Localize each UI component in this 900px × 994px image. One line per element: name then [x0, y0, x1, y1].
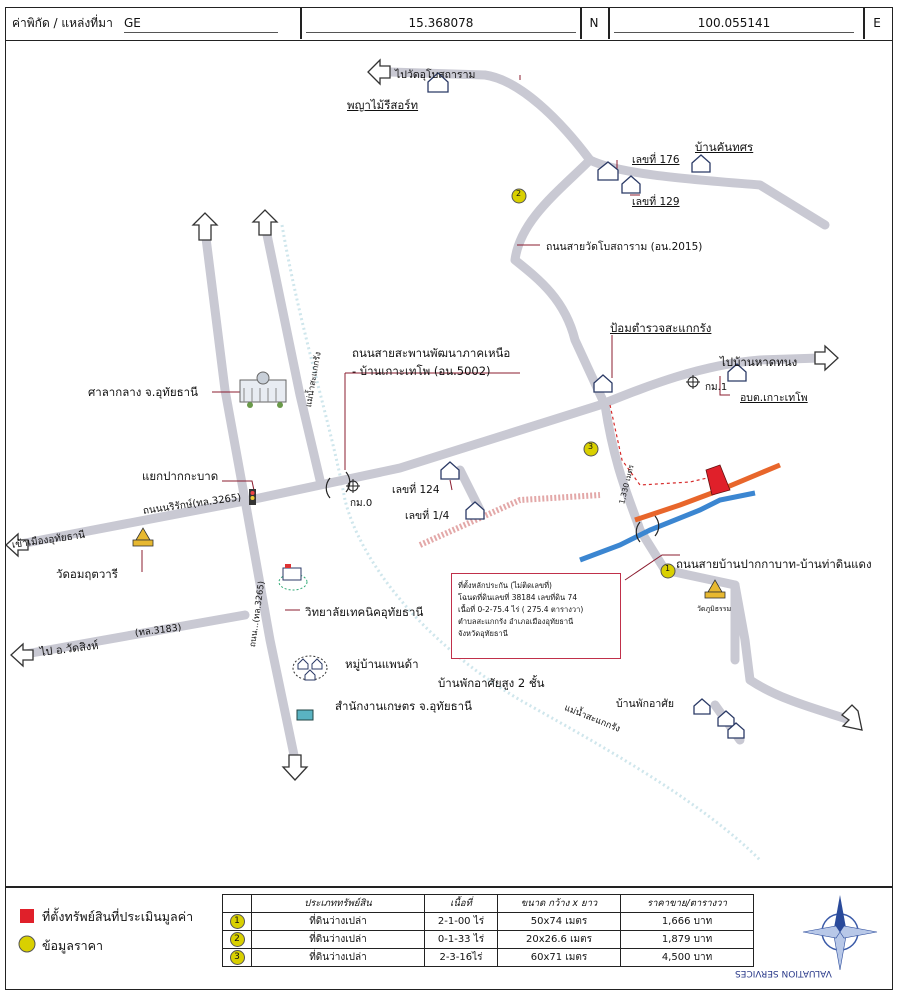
table-row	[223, 931, 754, 949]
legend-subject-swatch	[20, 909, 34, 923]
stamp-text: VALUATION SERVICES	[735, 968, 832, 978]
row-type: ที่ดินว่างเปล่า	[252, 949, 425, 967]
row-size: 20x26.6 เมตร	[498, 931, 621, 949]
property-line: โฉนดที่ดินเลขที่ 38184 เลขที่ดิน 74	[458, 593, 578, 602]
property-line: จังหวัดอุทัยธานี	[458, 629, 508, 638]
label-to-hat-thanong: ไปบ้านหาดทนง	[720, 355, 798, 369]
label-village: หมู่บ้านแพนด้า	[345, 657, 419, 671]
subject-parcel	[706, 465, 730, 495]
row-price: 1,666 บาท	[621, 913, 754, 931]
label-road-3265: ถนนนริรักษ์(ทล.3265)	[142, 492, 242, 517]
marker-3-label: 3	[588, 442, 594, 451]
header-area: เนื้อที่	[425, 895, 498, 913]
header-price: ราคาขาย/ตารางวา	[621, 895, 754, 913]
row-type: ที่ดินว่างเปล่า	[252, 931, 425, 949]
coord-label: ค่าพิกัด / แหล่งที่มา	[12, 16, 113, 30]
arrow-west-watsing	[11, 644, 33, 666]
traffic-light-icon	[249, 489, 256, 505]
marker-2-label: 2	[516, 189, 522, 198]
label-house-129: เลขที่ 129	[632, 196, 680, 208]
longitude-dir: E	[873, 16, 881, 30]
label-ban-khan: บ้านคันทศร	[695, 140, 754, 154]
price-table	[222, 894, 754, 967]
label-intersection: แยกปากกะบาด	[142, 469, 219, 483]
table-row	[223, 949, 754, 967]
label-college: วิทยาลัยเทคนิคอุทัยธานี	[305, 605, 424, 619]
label-agri-office: สำนักงานเกษตร จ.อุทัยธานี	[335, 699, 472, 713]
property-line: ที่ตั้งหลักประกัน (ไม่ติดเลขที่)	[458, 581, 552, 590]
label-road-pakkabat: ถนนสายบ้านปากกาบาท-บ้านท่าดินแดง	[676, 557, 872, 571]
marker-1-label: 1	[665, 564, 671, 573]
row-area: 2-1-00 ไร่	[425, 913, 498, 931]
label-river-top: แม่น้ำสะแกกรัง	[304, 351, 324, 409]
latitude-dir: N	[589, 16, 599, 30]
label-distance: 1,330 เมตร	[617, 463, 636, 505]
label-road-5002-b: - บ้านเกาะเทโพ (อน.5002)	[352, 364, 491, 378]
arrow-south	[283, 755, 307, 780]
agri-office-icon	[297, 710, 313, 720]
compass-rose-icon	[803, 895, 877, 970]
row-size: 50x74 เมตร	[498, 913, 621, 931]
row-number: 3	[230, 950, 245, 965]
header-size: ขนาด กว้าง x ยาว	[498, 895, 621, 913]
label-to-city: เข้าเมืองอุทัยธานี	[11, 529, 86, 551]
label-house-14: เลขที่ 1/4	[405, 510, 450, 522]
label-road-5002-a: ถนนสายสะพานพัฒนาภาคเหนือ	[352, 346, 511, 360]
label-to-temple: ไปวัดอุโบสถาราม	[395, 69, 476, 81]
label-road-vertical: ถนน...(ทล.3265)	[248, 580, 268, 648]
court-building-icon	[240, 372, 286, 408]
row-number: 1	[230, 914, 245, 929]
label-to-wat-sing: ไป อ.วัดสิงห์	[39, 638, 100, 659]
row-number: 2	[230, 932, 245, 947]
arrow-north-2	[253, 210, 277, 235]
row-size: 60x71 เมตร	[498, 949, 621, 967]
label-police: ป้อมตำรวจสะแกกรัง	[610, 321, 712, 335]
legend-subject-label: ที่ตั้งทรัพย์สินที่ประเมินมูลค่า	[42, 909, 194, 924]
row-area: 0-1-33 ไร่	[425, 931, 498, 949]
label-court: ศาลากลาง จ.อุทัยธานี	[88, 385, 198, 399]
label-residence: บ้านพักอาศัย	[616, 698, 675, 710]
house-124	[441, 462, 459, 479]
college-icon	[279, 564, 307, 590]
arrow-north-1	[193, 213, 217, 240]
label-house-124: เลขที่ 124	[392, 484, 440, 496]
property-line: ตำบลสะแกกรัง อำเภอเมืองอุทัยธานี	[458, 617, 574, 626]
label-apartment: บ้านพักอาศัยสูง 2 ชั้น	[438, 676, 545, 690]
house-residence	[694, 699, 710, 714]
longitude-value: 100.055141	[614, 14, 854, 33]
row-price: 4,500 บาท	[621, 949, 754, 967]
label-river: แม่น้ำสะแกกรัง	[562, 703, 622, 735]
latitude-value: 15.368078	[306, 14, 576, 33]
label-km1: กม.1	[705, 382, 728, 393]
label-wat-ubon: วัดอมฤตวารี	[56, 567, 118, 581]
house-129	[622, 176, 640, 193]
canal-blue	[580, 493, 755, 560]
label-wat-small: วัดภูมิธรรม	[697, 605, 732, 613]
row-type: ที่ดินว่างเปล่า	[252, 913, 425, 931]
label-road-2015: ถนนสายวัดโบสถาราม (อน.2015)	[546, 241, 703, 253]
road-top	[390, 72, 825, 225]
house-ban-khan	[692, 155, 710, 172]
label-resort: พญาไม้รีสอร์ท	[347, 98, 419, 112]
arrow-to-hat-thanong	[815, 346, 838, 370]
row-area: 2-3-16ไร่	[425, 949, 498, 967]
label-house-176: เลขที่ 176	[632, 154, 680, 166]
property-info-box	[451, 573, 621, 659]
label-km0: กม.0	[350, 498, 373, 509]
property-line: เนื้อที่ 0-2-75.4 ไร่ ( 275.4 ตารางวา)	[458, 605, 584, 614]
label-road-3183: (ทล.3183)	[134, 622, 183, 639]
legend-comparable-swatch	[19, 936, 35, 952]
arrow-southeast	[842, 705, 862, 730]
arrow-to-temple	[368, 60, 390, 84]
label-obt: อบต.เกาะเทโพ	[740, 392, 808, 404]
legend-comparable-label: ข้อมูลราคา	[42, 938, 104, 953]
header-type: ประเภททรัพย์สิน	[252, 895, 425, 913]
row-price: 1,879 บาท	[621, 931, 754, 949]
coord-source: GE	[124, 14, 278, 33]
table-row	[223, 913, 754, 931]
temple-icon-wat-ubon	[133, 528, 153, 546]
